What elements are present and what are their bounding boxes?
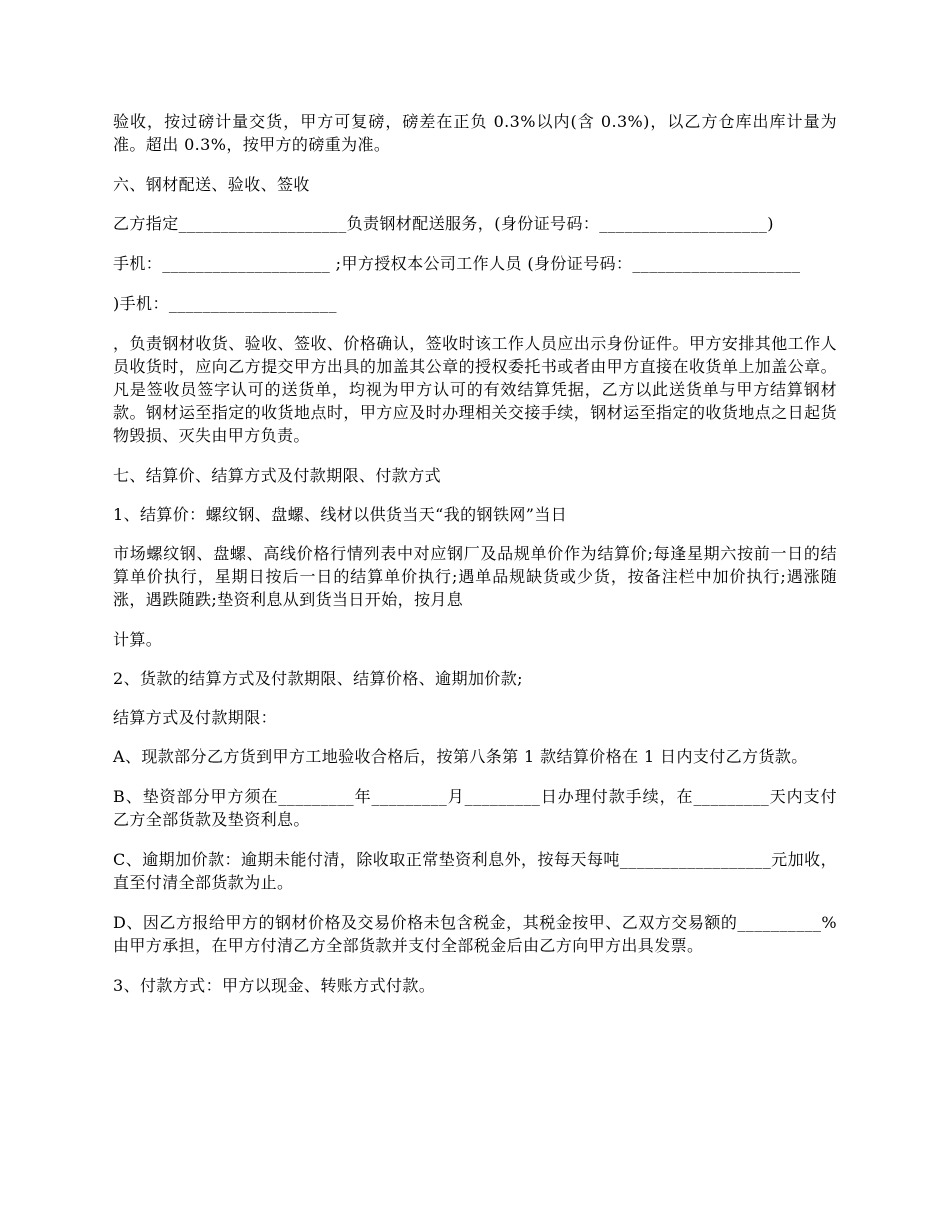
clause-d-tax: D、因乙方报给甲方的钢材价格及交易价格未包含税金，其税金按甲、乙双方交易额的__________%由甲方承担，在甲方付清乙方全部货款并支付全部税金后由乙方向甲方出具发票。 bbox=[113, 913, 837, 955]
subheading-settlement-method: 结算方式及付款期限： bbox=[113, 708, 278, 727]
section-heading-6: 六、钢材配送、验收、签收 bbox=[113, 175, 310, 194]
clause-b-advance-payment: B、垫资部分甲方须在_________年_________月_________日办理付款手续，在_________天内支付乙方全部货款及垫资利息。 bbox=[113, 787, 837, 829]
clause-payment-terms: 2、货款的结算方式及付款期限、结算价格、逾期加价款; bbox=[113, 669, 523, 688]
document-page bbox=[113, 110, 837, 1014]
paragraph-party-a-authorized-staff: 手机：____________________ ;甲方授权本公司工作人员 (身份证号码：____________________ bbox=[113, 254, 801, 273]
clause-settlement-price: 1、结算价：螺纹钢、盘螺、线材以供货当天“我的钢铁网”当日 bbox=[113, 505, 568, 524]
clause-a-cash-payment: A、现款部分乙方货到甲方工地验收合格后，按第八条第 1 款结算价格在 1 日内支付乙方货款。 bbox=[113, 747, 808, 766]
paragraph-inspection-weighing: 验收，按过磅计量交货，甲方可复磅，磅差在正负 0.3%以内(含 0.3%)，以乙方仓库出库计量为准。超出 0.3%，按甲方的磅重为准。 bbox=[113, 112, 837, 154]
paragraph-calculation: 计算。 bbox=[113, 630, 163, 649]
clause-payment-method: 3、付款方式：甲方以现金、转账方式付款。 bbox=[113, 976, 436, 995]
clause-c-overdue-surcharge: C、逾期加价款：逾期未能付清，除收取正常垫资利息外，按每天每吨__________________元加收，直至付清全部货款为止。 bbox=[113, 850, 837, 892]
paragraph-party-b-delivery-person: 乙方指定____________________负责钢材配送服务，(身份证号码：____________________) bbox=[113, 214, 774, 233]
section-heading-7: 七、结算价、结算方式及付款期限、付款方式 bbox=[113, 466, 442, 485]
paragraph-phone-field: )手机：____________________ bbox=[113, 294, 337, 313]
paragraph-receiving-responsibility: ，负责钢材收货、验收、签收、价格确认，签收时该工作人员应出示身份证件。甲方安排其他工作人员收货时，应向乙方提交甲方出具的加盖其公章的授权委托书或者由甲方直接在收货单上加盖公章。凡是签收员签字认可的送货单，均视为甲方认可的有效结算凭据，乙方以此送货单与甲方结算钢材款。钢材运至指定的收货地点时，甲方应及时办理相关交接手续，钢材运至指定的收货地点之日起货物毁损、灭失由甲方负责。 bbox=[113, 334, 837, 445]
paragraph-market-price-rules: 市场螺纹钢、盘螺、高线价格行情列表中对应钢厂及品规单价作为结算价;每逢星期六按前一日的结算单价执行，星期日按后一日的结算单价执行;遇单品规缺货或少货，按备注栏中加价执行;遇涨随涨，遇跌随跌;垫资利息从到货当日开始，按月息 bbox=[113, 544, 837, 609]
